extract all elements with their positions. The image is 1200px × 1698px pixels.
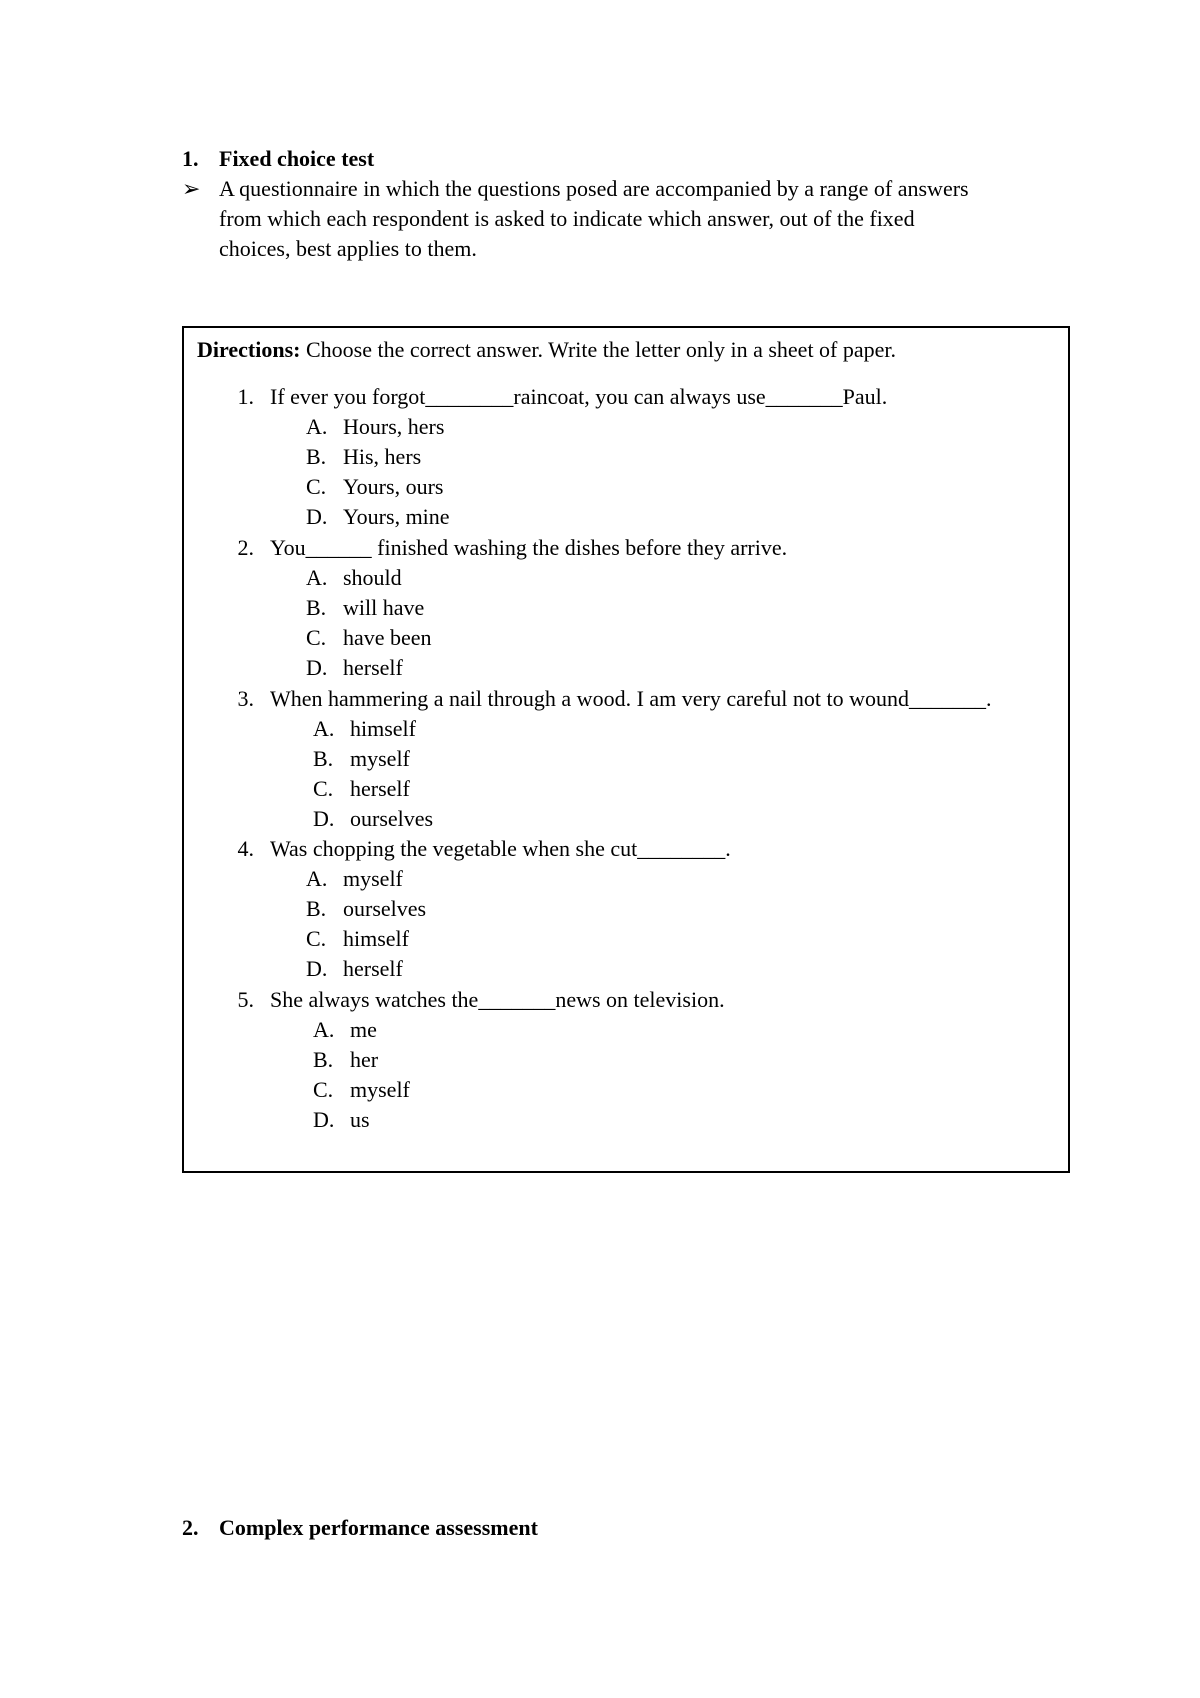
- option-letter: C.: [306, 625, 327, 650]
- section-1-number: 1.: [182, 146, 199, 171]
- option-letter: D.: [306, 655, 328, 680]
- option-letter: B.: [306, 444, 327, 469]
- option-letter: B.: [306, 896, 327, 921]
- option-text: have been: [343, 625, 432, 650]
- option-text: His, hers: [343, 444, 422, 469]
- option-text: should: [343, 565, 402, 590]
- bullet-line-1: A questionnaire in which the questions posed are accompanied by a range of answers: [219, 176, 969, 201]
- bullet-line-3: choices, best applies to them.: [219, 236, 477, 261]
- option-letter: D.: [306, 956, 328, 981]
- question-text: You______ finished washing the dishes before they arrive.: [270, 535, 788, 560]
- option-letter: C.: [306, 474, 327, 499]
- option-letter: C.: [313, 776, 334, 801]
- section-1-title: Fixed choice test: [219, 146, 375, 171]
- option-text: Hours, hers: [343, 414, 445, 439]
- question-text: She always watches the_______news on television.: [270, 987, 725, 1012]
- question-number: 5.: [237, 987, 254, 1012]
- directions-label: Directions:: [197, 337, 301, 362]
- option-letter: D.: [313, 1107, 335, 1132]
- option-letter: D.: [313, 806, 335, 831]
- option-text: her: [350, 1047, 379, 1072]
- option-letter: B.: [306, 595, 327, 620]
- section-2-title: Complex performance assessment: [219, 1515, 538, 1540]
- option-text: ourselves: [350, 806, 434, 831]
- option-letter: A.: [306, 565, 328, 590]
- option-text: himself: [350, 716, 416, 741]
- option-text: herself: [350, 776, 410, 801]
- option-text: herself: [343, 655, 403, 680]
- option-letter: B.: [313, 1047, 334, 1072]
- option-text: herself: [343, 956, 403, 981]
- option-text: ourselves: [343, 896, 427, 921]
- question-number: 3.: [237, 686, 254, 711]
- question-text: If ever you forgot________raincoat, you can always use_______Paul.: [270, 384, 888, 409]
- section-2-number: 2.: [182, 1515, 199, 1540]
- option-text: himself: [343, 926, 409, 951]
- bullet-line-2: from which each respondent is asked to indicate which answer, out of the fixed: [219, 206, 915, 231]
- question-number: 2.: [237, 535, 254, 560]
- option-text: me: [350, 1017, 377, 1042]
- option-text: myself: [350, 746, 410, 771]
- question-text: When hammering a nail through a wood. I am very careful not to wound_______.: [270, 686, 992, 711]
- option-letter: D.: [306, 504, 328, 529]
- option-letter: C.: [306, 926, 327, 951]
- option-letter: A.: [306, 866, 328, 891]
- option-text: will have: [343, 595, 425, 620]
- directions: [197, 337, 896, 363]
- option-letter: B.: [313, 746, 334, 771]
- option-text: us: [350, 1107, 370, 1132]
- question-text: Was chopping the vegetable when she cut________.: [270, 836, 731, 861]
- question-number: 1.: [237, 384, 254, 409]
- option-letter: C.: [313, 1077, 334, 1102]
- option-letter: A.: [313, 1017, 335, 1042]
- option-text: myself: [350, 1077, 410, 1102]
- question-number: 4.: [237, 836, 254, 861]
- option-text: myself: [343, 866, 403, 891]
- directions-text: Choose the correct answer. Write the letter only in a sheet of paper.: [300, 337, 897, 362]
- option-text: Yours, ours: [343, 474, 444, 499]
- arrow-bullet-icon: ➢: [182, 176, 201, 201]
- option-letter: A.: [313, 716, 335, 741]
- option-letter: A.: [306, 414, 328, 439]
- option-text: Yours, mine: [343, 504, 450, 529]
